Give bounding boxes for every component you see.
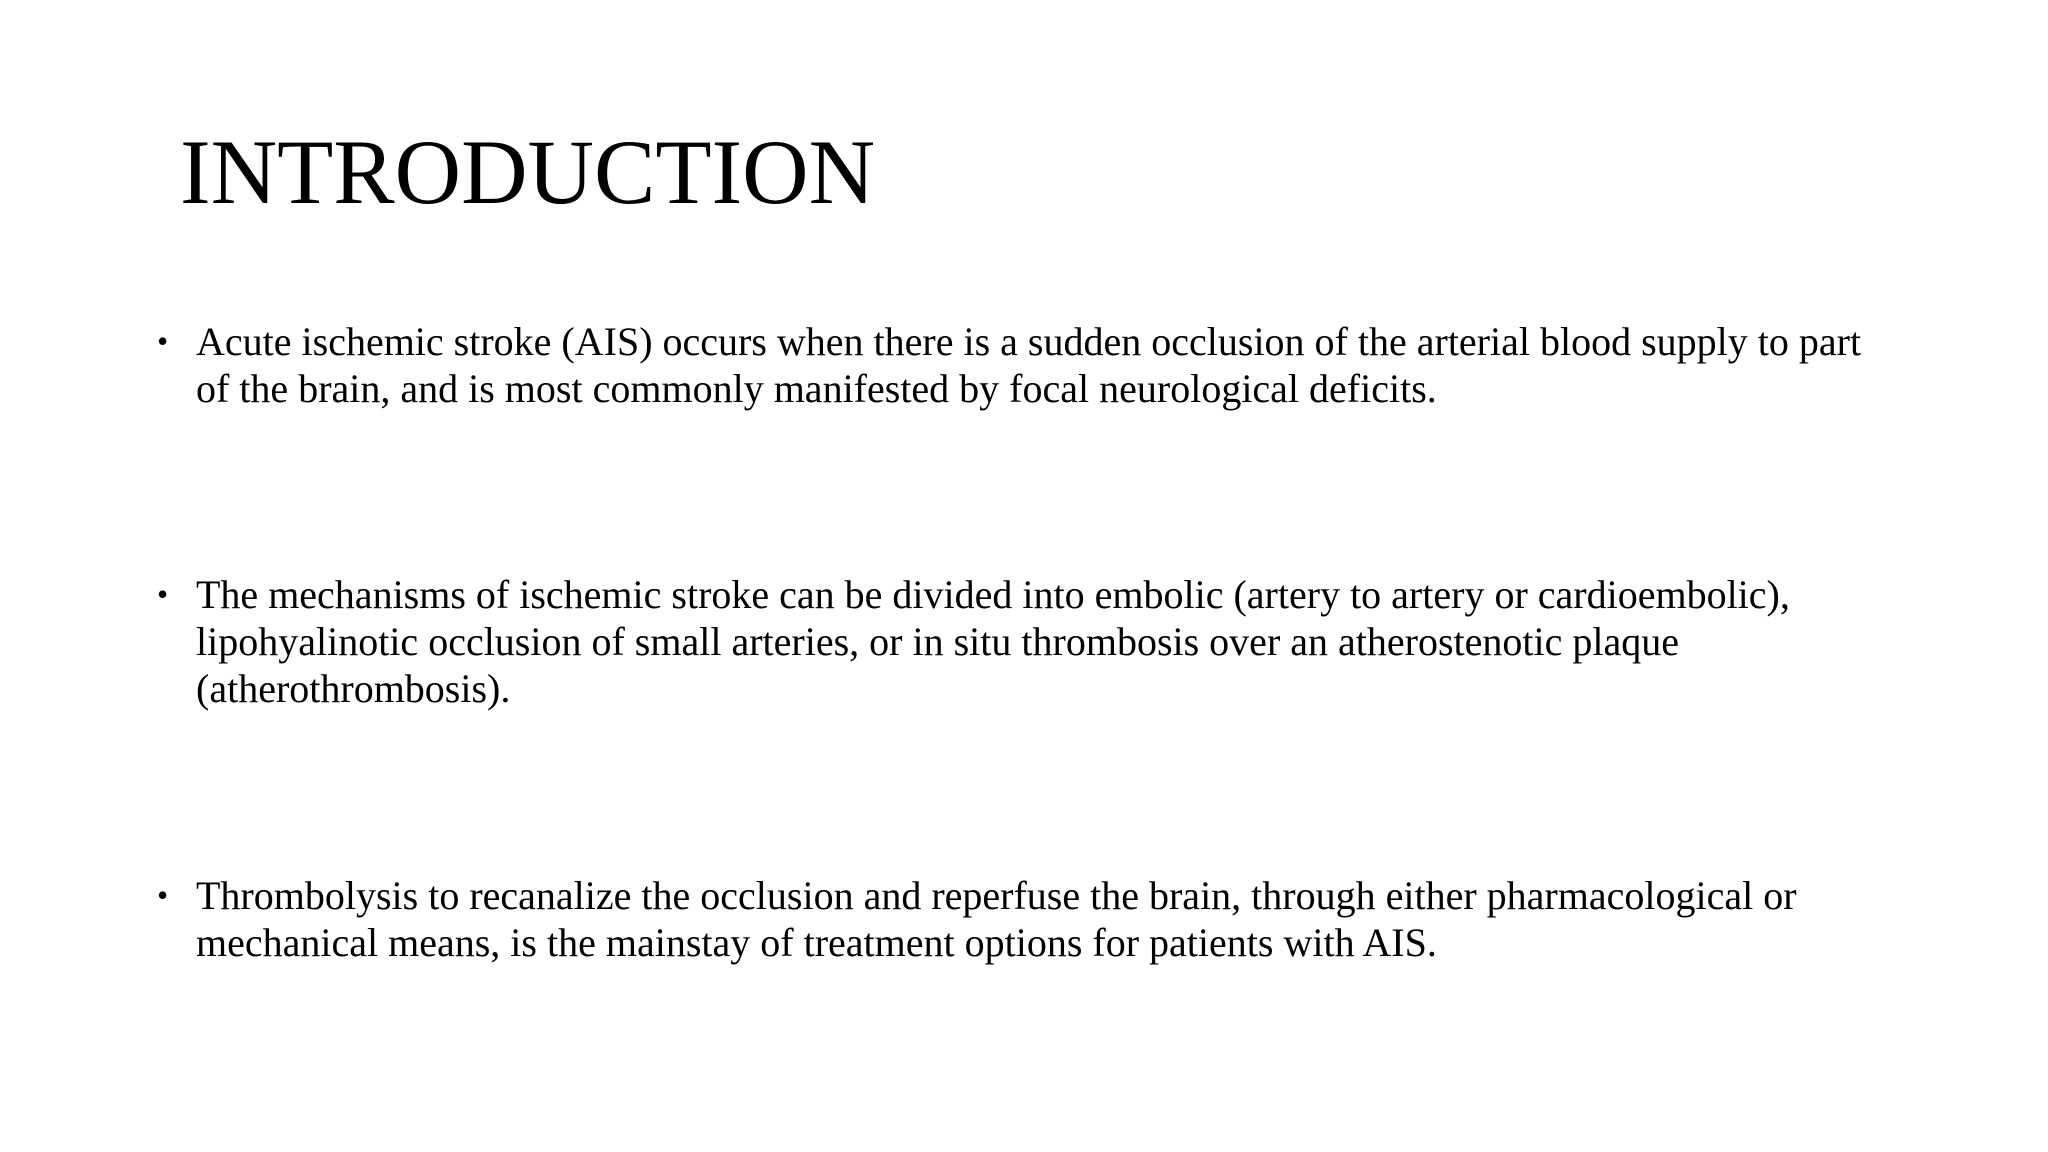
slide-title: INTRODUCTION [180,121,876,223]
bullet-dot-icon: • [157,323,169,359]
bullet-item [157,571,1896,712]
bullet-text: Thrombolysis to recanalize the occlusion and reperfuse the brain, through either pharmacological or mechanical means, is the mainstay of treatment options for patients with AIS. [196,873,1797,965]
bullet-item [157,318,1896,412]
bullet-item [157,872,1896,966]
bullet-dot-icon: • [157,877,169,913]
bullet-text: Acute ischemic stroke (AIS) occurs when there is a sudden occlusion of the arterial blood supply to part of the brain, and is most commonly manifested by focal neurological deficits. [196,319,1862,411]
bullet-text: The mechanisms of ischemic stroke can be divided into embolic (artery to artery or cardioembolic), lipohyalinotic occlusion of small arteries, or in situ thrombosis over an atherostenotic plaque (atherothrombosis). [196,572,1790,711]
bullet-dot-icon: • [157,576,169,612]
